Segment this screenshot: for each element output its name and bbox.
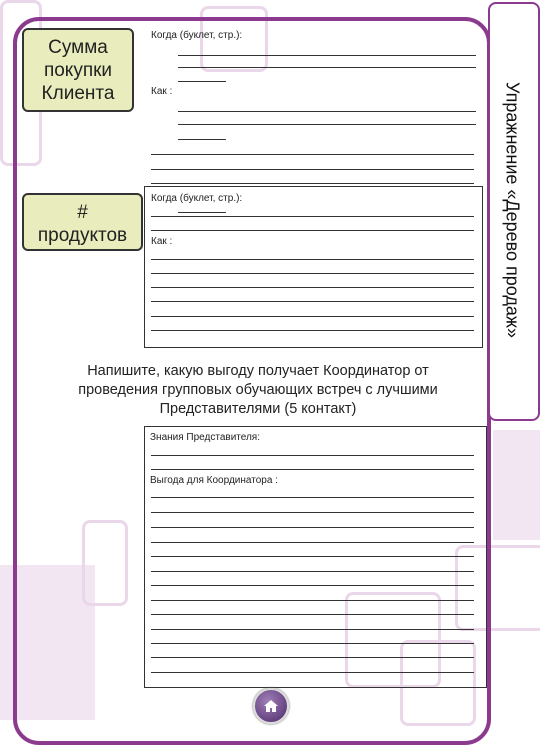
answer-line — [178, 124, 476, 125]
answer-line — [151, 672, 474, 673]
answer-line — [151, 287, 474, 288]
answer-line — [151, 469, 474, 470]
benefit-answer-box — [144, 426, 487, 688]
decor-fill — [493, 430, 540, 540]
answer-line — [178, 55, 476, 56]
answer-line — [151, 259, 474, 260]
how-label: Как : — [151, 86, 173, 97]
answer-line — [151, 600, 474, 601]
answer-line — [151, 301, 474, 302]
when-label: Когда (буклет, стр.): — [151, 193, 243, 204]
when-label: Когда (буклет, стр.): — [151, 30, 243, 41]
answer-line — [178, 111, 476, 112]
answer-line — [151, 154, 474, 155]
answer-line — [151, 497, 474, 498]
side-title: Упражнение «Дерево продаж» — [502, 82, 523, 338]
answer-line — [178, 212, 226, 213]
benefit-label: Выгода для Координатора : — [150, 475, 278, 486]
answer-line — [151, 527, 474, 528]
answer-line — [151, 230, 474, 231]
answer-line — [151, 183, 474, 184]
answer-line — [178, 139, 226, 140]
answer-line — [151, 316, 474, 317]
answer-line — [151, 556, 474, 557]
home-icon — [262, 697, 280, 715]
knowledge-label: Знания Представителя: — [150, 432, 261, 443]
answer-line — [151, 629, 474, 630]
home-button[interactable] — [253, 688, 289, 724]
answer-line — [178, 67, 476, 68]
purchase-amount-line: Клиента — [41, 83, 115, 104]
purchase-amount-label — [22, 28, 134, 112]
purchase-amount-line: покупки — [43, 60, 113, 81]
answer-line — [151, 455, 474, 456]
answer-line — [151, 571, 474, 572]
how-label: Как : — [151, 236, 173, 247]
answer-line — [151, 585, 474, 586]
answer-line — [151, 216, 474, 217]
products-count-line: продуктов — [37, 225, 128, 246]
instruction-text: Напишите, какую выгоду получает Координатор от проведения групповых обучающих встреч с лучшими Представителями (5 контакт) — [78, 363, 438, 417]
purchase-amount-line: Сумма — [48, 37, 108, 58]
answer-line — [151, 273, 474, 274]
answer-line — [151, 330, 474, 331]
answer-line — [151, 542, 474, 543]
answer-line — [151, 657, 474, 658]
answer-line — [151, 643, 474, 644]
products-count-label — [22, 193, 143, 251]
answer-line — [178, 81, 226, 82]
products-count-line: # — [77, 202, 88, 223]
answer-line — [151, 169, 474, 170]
products-answer-box — [144, 186, 483, 348]
answer-line — [151, 512, 474, 513]
answer-line — [151, 614, 474, 615]
